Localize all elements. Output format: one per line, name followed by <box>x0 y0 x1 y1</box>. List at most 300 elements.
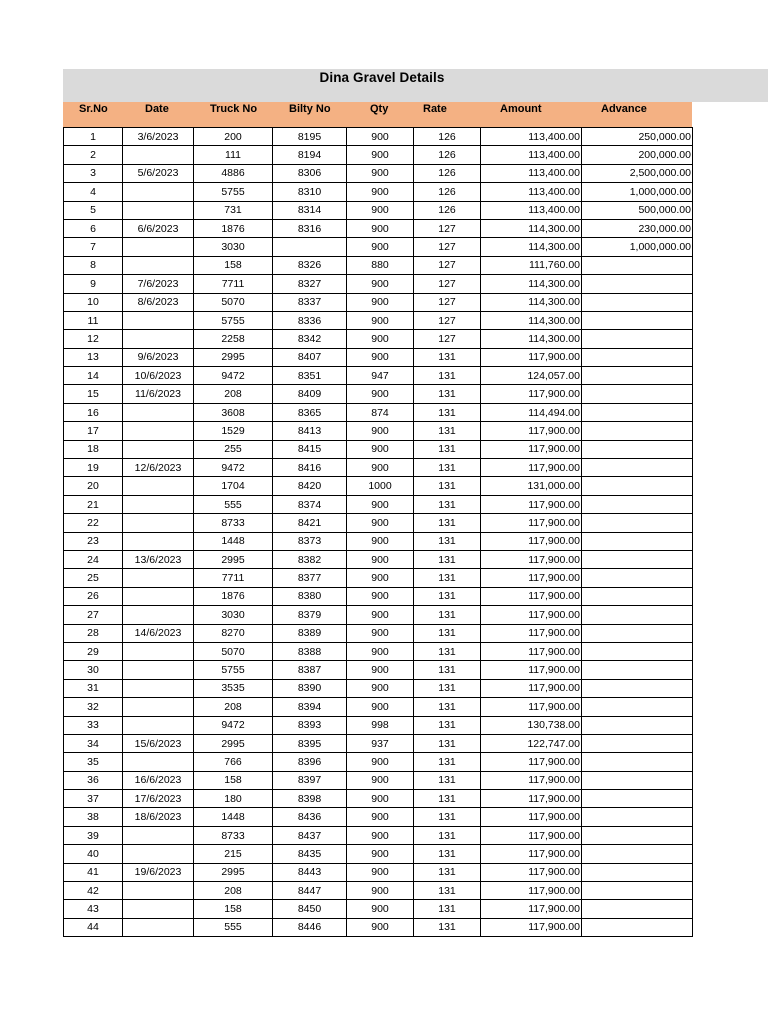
cell-rate: 127 <box>414 238 481 256</box>
cell-amount: 117,900.00 <box>481 826 582 844</box>
cell-advance: 500,000.00 <box>582 201 693 219</box>
cell-qty: 900 <box>347 550 414 568</box>
cell-qty: 900 <box>347 624 414 642</box>
table-row <box>64 587 693 605</box>
cell-sr-no: 35 <box>64 753 123 771</box>
cell-sr-no: 36 <box>64 771 123 789</box>
header-date: Date <box>145 103 169 115</box>
cell-date <box>123 900 194 918</box>
cell-qty: 900 <box>347 146 414 164</box>
cell-truck-no: 7711 <box>194 569 273 587</box>
cell-advance <box>582 753 693 771</box>
cell-rate: 127 <box>414 219 481 237</box>
cell-qty: 900 <box>347 128 414 146</box>
cell-amount: 117,900.00 <box>481 422 582 440</box>
cell-rate: 131 <box>414 734 481 752</box>
cell-date: 19/6/2023 <box>123 863 194 881</box>
cell-date <box>123 606 194 624</box>
table-row <box>64 514 693 532</box>
cell-date <box>123 698 194 716</box>
cell-truck-no: 5070 <box>194 642 273 660</box>
table-row <box>64 918 693 936</box>
cell-bilty-no: 8446 <box>273 918 347 936</box>
cell-advance <box>582 900 693 918</box>
cell-date: 9/6/2023 <box>123 348 194 366</box>
cell-date <box>123 918 194 936</box>
cell-advance <box>582 826 693 844</box>
cell-truck-no: 8733 <box>194 826 273 844</box>
cell-date <box>123 826 194 844</box>
cell-advance <box>582 771 693 789</box>
cell-advance <box>582 311 693 329</box>
cell-sr-no: 22 <box>64 514 123 532</box>
cell-bilty-no: 8416 <box>273 459 347 477</box>
cell-qty: 900 <box>347 642 414 660</box>
cell-truck-no: 1876 <box>194 587 273 605</box>
cell-amount: 114,300.00 <box>481 219 582 237</box>
cell-date <box>123 569 194 587</box>
cell-date <box>123 882 194 900</box>
cell-sr-no: 18 <box>64 440 123 458</box>
cell-truck-no: 9472 <box>194 716 273 734</box>
cell-amount: 117,900.00 <box>481 385 582 403</box>
cell-sr-no: 43 <box>64 900 123 918</box>
cell-sr-no: 30 <box>64 661 123 679</box>
cell-bilty-no: 8380 <box>273 587 347 605</box>
cell-rate: 131 <box>414 495 481 513</box>
cell-truck-no: 555 <box>194 918 273 936</box>
table-row <box>64 385 693 403</box>
table-row <box>64 771 693 789</box>
cell-truck-no: 158 <box>194 256 273 274</box>
header-truck-no: Truck No <box>210 103 258 115</box>
cell-truck-no: 215 <box>194 845 273 863</box>
cell-sr-no: 37 <box>64 790 123 808</box>
cell-rate: 131 <box>414 403 481 421</box>
cell-advance <box>582 918 693 936</box>
cell-advance <box>582 256 693 274</box>
cell-advance <box>582 679 693 697</box>
cell-sr-no: 21 <box>64 495 123 513</box>
cell-date <box>123 845 194 863</box>
cell-truck-no: 2995 <box>194 863 273 881</box>
cell-qty: 900 <box>347 587 414 605</box>
cell-bilty-no: 8336 <box>273 311 347 329</box>
cell-qty: 900 <box>347 440 414 458</box>
cell-date <box>123 661 194 679</box>
cell-advance <box>582 514 693 532</box>
header-bilty-no: Bilty No <box>289 103 331 115</box>
table-body <box>64 128 693 937</box>
table-row <box>64 183 693 201</box>
cell-amount: 117,900.00 <box>481 642 582 660</box>
table-row <box>64 201 693 219</box>
cell-qty: 880 <box>347 256 414 274</box>
cell-bilty-no: 8327 <box>273 275 347 293</box>
cell-amount: 114,494.00 <box>481 403 582 421</box>
cell-amount: 122,747.00 <box>481 734 582 752</box>
table-row <box>64 219 693 237</box>
table-row <box>64 330 693 348</box>
cell-qty: 900 <box>347 183 414 201</box>
cell-truck-no: 1448 <box>194 808 273 826</box>
cell-sr-no: 24 <box>64 550 123 568</box>
cell-advance <box>582 882 693 900</box>
table-row <box>64 900 693 918</box>
cell-amount: 114,300.00 <box>481 275 582 293</box>
cell-advance <box>582 275 693 293</box>
cell-rate: 131 <box>414 642 481 660</box>
cell-amount: 117,900.00 <box>481 808 582 826</box>
cell-advance <box>582 624 693 642</box>
cell-qty: 900 <box>347 661 414 679</box>
cell-truck-no: 111 <box>194 146 273 164</box>
cell-qty: 900 <box>347 514 414 532</box>
cell-truck-no: 5755 <box>194 311 273 329</box>
table-row <box>64 477 693 495</box>
cell-amount: 111,760.00 <box>481 256 582 274</box>
cell-date <box>123 146 194 164</box>
cell-advance <box>582 348 693 366</box>
cell-date <box>123 753 194 771</box>
cell-date <box>123 495 194 513</box>
cell-bilty-no: 8420 <box>273 477 347 495</box>
cell-advance <box>582 440 693 458</box>
cell-date: 15/6/2023 <box>123 734 194 752</box>
cell-qty: 900 <box>347 422 414 440</box>
cell-rate: 126 <box>414 146 481 164</box>
cell-amount: 114,300.00 <box>481 238 582 256</box>
cell-advance <box>582 403 693 421</box>
cell-qty: 900 <box>347 238 414 256</box>
cell-bilty-no: 8388 <box>273 642 347 660</box>
cell-date: 13/6/2023 <box>123 550 194 568</box>
cell-bilty-no: 8314 <box>273 201 347 219</box>
cell-truck-no: 158 <box>194 771 273 789</box>
cell-sr-no: 10 <box>64 293 123 311</box>
cell-sr-no: 12 <box>64 330 123 348</box>
cell-date: 5/6/2023 <box>123 164 194 182</box>
cell-sr-no: 19 <box>64 459 123 477</box>
cell-rate: 127 <box>414 256 481 274</box>
cell-bilty-no: 8421 <box>273 514 347 532</box>
table-row <box>64 550 693 568</box>
cell-advance <box>582 459 693 477</box>
cell-sr-no: 17 <box>64 422 123 440</box>
cell-truck-no: 5755 <box>194 661 273 679</box>
cell-bilty-no: 8390 <box>273 679 347 697</box>
cell-bilty-no: 8415 <box>273 440 347 458</box>
cell-amount: 117,900.00 <box>481 882 582 900</box>
cell-amount: 117,900.00 <box>481 679 582 697</box>
cell-qty: 900 <box>347 293 414 311</box>
cell-rate: 131 <box>414 661 481 679</box>
cell-bilty-no: 8377 <box>273 569 347 587</box>
cell-amount: 113,400.00 <box>481 164 582 182</box>
cell-qty: 874 <box>347 403 414 421</box>
cell-sr-no: 26 <box>64 587 123 605</box>
cell-date: 12/6/2023 <box>123 459 194 477</box>
cell-truck-no: 1448 <box>194 532 273 550</box>
table-row <box>64 238 693 256</box>
cell-truck-no: 766 <box>194 753 273 771</box>
cell-rate: 131 <box>414 863 481 881</box>
cell-amount: 113,400.00 <box>481 183 582 201</box>
table-row <box>64 459 693 477</box>
cell-advance: 200,000.00 <box>582 146 693 164</box>
cell-date <box>123 422 194 440</box>
cell-rate: 127 <box>414 330 481 348</box>
cell-sr-no: 7 <box>64 238 123 256</box>
cell-bilty-no: 8409 <box>273 385 347 403</box>
cell-bilty-no: 8365 <box>273 403 347 421</box>
cell-bilty-no: 8382 <box>273 550 347 568</box>
cell-rate: 131 <box>414 606 481 624</box>
cell-rate: 126 <box>414 183 481 201</box>
cell-bilty-no: 8195 <box>273 128 347 146</box>
cell-rate: 127 <box>414 311 481 329</box>
cell-truck-no: 1704 <box>194 477 273 495</box>
cell-truck-no: 731 <box>194 201 273 219</box>
cell-advance <box>582 808 693 826</box>
cell-advance <box>582 716 693 734</box>
cell-amount: 117,900.00 <box>481 790 582 808</box>
cell-sr-no: 3 <box>64 164 123 182</box>
cell-amount: 117,900.00 <box>481 863 582 881</box>
cell-rate: 131 <box>414 698 481 716</box>
cell-amount: 117,900.00 <box>481 550 582 568</box>
cell-qty: 900 <box>347 900 414 918</box>
cell-bilty-no: 8398 <box>273 790 347 808</box>
cell-truck-no: 158 <box>194 900 273 918</box>
cell-qty: 900 <box>347 495 414 513</box>
cell-bilty-no <box>273 238 347 256</box>
cell-advance <box>582 845 693 863</box>
cell-advance <box>582 790 693 808</box>
table-row <box>64 606 693 624</box>
cell-amount: 117,900.00 <box>481 569 582 587</box>
cell-advance: 2,500,000.00 <box>582 164 693 182</box>
cell-rate: 131 <box>414 514 481 532</box>
cell-amount: 117,900.00 <box>481 624 582 642</box>
cell-advance <box>582 330 693 348</box>
cell-bilty-no: 8342 <box>273 330 347 348</box>
cell-rate: 131 <box>414 808 481 826</box>
cell-qty: 900 <box>347 459 414 477</box>
cell-date: 11/6/2023 <box>123 385 194 403</box>
cell-bilty-no: 8450 <box>273 900 347 918</box>
cell-qty: 900 <box>347 790 414 808</box>
table-row <box>64 495 693 513</box>
cell-truck-no: 5070 <box>194 293 273 311</box>
cell-rate: 126 <box>414 201 481 219</box>
cell-amount: 113,400.00 <box>481 201 582 219</box>
cell-bilty-no: 8437 <box>273 826 347 844</box>
cell-date <box>123 642 194 660</box>
cell-qty: 900 <box>347 753 414 771</box>
table-row <box>64 882 693 900</box>
cell-truck-no: 555 <box>194 495 273 513</box>
cell-truck-no: 3030 <box>194 238 273 256</box>
cell-advance <box>582 734 693 752</box>
cell-advance: 250,000.00 <box>582 128 693 146</box>
cell-rate: 131 <box>414 477 481 495</box>
cell-amount: 117,900.00 <box>481 918 582 936</box>
cell-advance <box>582 661 693 679</box>
cell-amount: 117,900.00 <box>481 900 582 918</box>
cell-bilty-no: 8387 <box>273 661 347 679</box>
cell-advance <box>582 569 693 587</box>
cell-rate: 131 <box>414 790 481 808</box>
cell-bilty-no: 8316 <box>273 219 347 237</box>
cell-truck-no: 180 <box>194 790 273 808</box>
cell-truck-no: 1876 <box>194 219 273 237</box>
cell-advance <box>582 863 693 881</box>
cell-truck-no: 8270 <box>194 624 273 642</box>
cell-date: 10/6/2023 <box>123 367 194 385</box>
cell-bilty-no: 8397 <box>273 771 347 789</box>
cell-advance <box>582 550 693 568</box>
cell-qty: 947 <box>347 367 414 385</box>
cell-date: 18/6/2023 <box>123 808 194 826</box>
cell-amount: 117,900.00 <box>481 348 582 366</box>
cell-qty: 900 <box>347 679 414 697</box>
cell-advance <box>582 642 693 660</box>
cell-sr-no: 11 <box>64 311 123 329</box>
cell-bilty-no: 8395 <box>273 734 347 752</box>
cell-bilty-no: 8379 <box>273 606 347 624</box>
cell-sr-no: 29 <box>64 642 123 660</box>
cell-rate: 131 <box>414 624 481 642</box>
cell-amount: 114,300.00 <box>481 311 582 329</box>
cell-qty: 900 <box>347 532 414 550</box>
cell-rate: 131 <box>414 587 481 605</box>
cell-sr-no: 44 <box>64 918 123 936</box>
cell-advance: 1,000,000.00 <box>582 183 693 201</box>
cell-amount: 114,300.00 <box>481 293 582 311</box>
cell-date: 17/6/2023 <box>123 790 194 808</box>
cell-date: 14/6/2023 <box>123 624 194 642</box>
cell-sr-no: 4 <box>64 183 123 201</box>
cell-rate: 131 <box>414 753 481 771</box>
cell-qty: 900 <box>347 808 414 826</box>
table-row <box>64 826 693 844</box>
table-row <box>64 440 693 458</box>
cell-sr-no: 31 <box>64 679 123 697</box>
cell-rate: 131 <box>414 845 481 863</box>
cell-date <box>123 716 194 734</box>
cell-date <box>123 238 194 256</box>
cell-qty: 900 <box>347 311 414 329</box>
cell-bilty-no: 8394 <box>273 698 347 716</box>
cell-rate: 131 <box>414 771 481 789</box>
cell-advance <box>582 698 693 716</box>
cell-qty: 900 <box>347 275 414 293</box>
cell-sr-no: 1 <box>64 128 123 146</box>
cell-amount: 117,900.00 <box>481 606 582 624</box>
table-row <box>64 624 693 642</box>
cell-amount: 117,900.00 <box>481 698 582 716</box>
cell-sr-no: 27 <box>64 606 123 624</box>
cell-rate: 131 <box>414 385 481 403</box>
header-rate: Rate <box>423 103 447 115</box>
cell-bilty-no: 8374 <box>273 495 347 513</box>
cell-sr-no: 41 <box>64 863 123 881</box>
cell-amount: 117,900.00 <box>481 845 582 863</box>
cell-rate: 131 <box>414 900 481 918</box>
cell-amount: 131,000.00 <box>481 477 582 495</box>
table-row <box>64 845 693 863</box>
cell-date <box>123 330 194 348</box>
table-row <box>64 164 693 182</box>
cell-rate: 127 <box>414 293 481 311</box>
cell-sr-no: 25 <box>64 569 123 587</box>
gravel-table <box>63 127 693 937</box>
cell-truck-no: 3608 <box>194 403 273 421</box>
cell-rate: 131 <box>414 826 481 844</box>
cell-truck-no: 208 <box>194 882 273 900</box>
cell-bilty-no: 8194 <box>273 146 347 164</box>
cell-date <box>123 201 194 219</box>
cell-truck-no: 208 <box>194 385 273 403</box>
cell-sr-no: 23 <box>64 532 123 550</box>
table-row <box>64 311 693 329</box>
cell-date <box>123 403 194 421</box>
cell-qty: 900 <box>347 348 414 366</box>
cell-sr-no: 20 <box>64 477 123 495</box>
cell-qty: 900 <box>347 219 414 237</box>
table-row <box>64 128 693 146</box>
cell-bilty-no: 8443 <box>273 863 347 881</box>
table-row <box>64 403 693 421</box>
cell-advance <box>582 477 693 495</box>
cell-truck-no: 1529 <box>194 422 273 440</box>
cell-qty: 900 <box>347 918 414 936</box>
cell-date: 6/6/2023 <box>123 219 194 237</box>
cell-bilty-no: 8435 <box>273 845 347 863</box>
cell-truck-no: 8733 <box>194 514 273 532</box>
cell-qty: 900 <box>347 385 414 403</box>
cell-truck-no: 5755 <box>194 183 273 201</box>
cell-amount: 117,900.00 <box>481 440 582 458</box>
cell-rate: 131 <box>414 459 481 477</box>
cell-amount: 113,400.00 <box>481 128 582 146</box>
cell-qty: 900 <box>347 863 414 881</box>
cell-amount: 117,900.00 <box>481 532 582 550</box>
cell-advance <box>582 367 693 385</box>
cell-sr-no: 9 <box>64 275 123 293</box>
table-row <box>64 790 693 808</box>
table-row <box>64 293 693 311</box>
cell-date <box>123 477 194 495</box>
cell-amount: 117,900.00 <box>481 661 582 679</box>
cell-date <box>123 679 194 697</box>
cell-sr-no: 39 <box>64 826 123 844</box>
cell-date: 16/6/2023 <box>123 771 194 789</box>
cell-qty: 900 <box>347 330 414 348</box>
cell-rate: 131 <box>414 918 481 936</box>
cell-rate: 131 <box>414 440 481 458</box>
cell-truck-no: 200 <box>194 128 273 146</box>
header-advance: Advance <box>601 103 647 115</box>
cell-truck-no: 9472 <box>194 459 273 477</box>
table-row <box>64 367 693 385</box>
cell-bilty-no: 8310 <box>273 183 347 201</box>
cell-bilty-no: 8373 <box>273 532 347 550</box>
cell-sr-no: 34 <box>64 734 123 752</box>
table-row <box>64 146 693 164</box>
table-row <box>64 661 693 679</box>
